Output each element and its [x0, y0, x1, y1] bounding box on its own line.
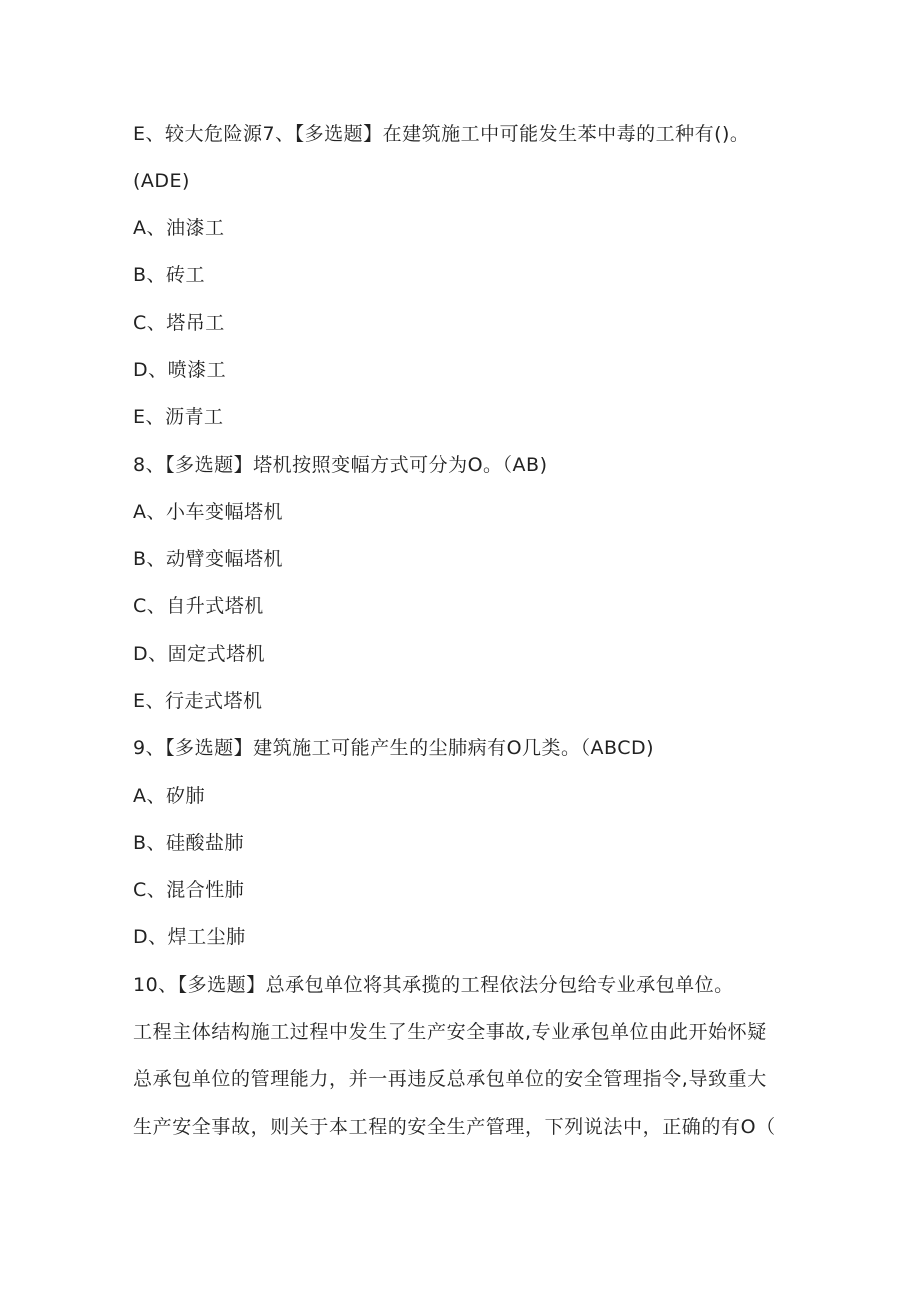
option-c: C、塔吊工	[133, 312, 225, 334]
option-b: B、砖工	[133, 264, 206, 286]
option-d: D、喷漆工	[133, 359, 227, 381]
question-10-body-line-1: 工程主体结构施工过程中发生了生产安全事故,专业承包单位由此开始怀疑	[133, 1021, 767, 1043]
option-c: C、混合性肺	[133, 879, 245, 901]
option-a: A、油漆工	[133, 217, 225, 239]
option-d: D、焊工尘肺	[133, 926, 246, 948]
question-7-answer: (ADE)	[133, 170, 190, 192]
question-10-text: 10、【多选题】总承包单位将其承揽的工程依法分包给专业承包单位。	[133, 974, 734, 996]
option-e: E、沥青工	[133, 406, 224, 428]
option-b: B、动臂变幅塔机	[133, 548, 284, 570]
question-10-body-line-2: 总承包单位的管理能力，并一再违反总承包单位的安全管理指令,导致重大	[133, 1068, 767, 1090]
option-d: D、固定式塔机	[133, 643, 266, 665]
question-7-text: E、较大危险源7、【多选题】在建筑施工中可能发生苯中毒的工种有()。	[133, 123, 750, 145]
option-b: B、硅酸盐肺	[133, 832, 245, 854]
question-9-text: 9、【多选题】建筑施工可能产生的尘肺病有O几类。（ABCD)	[133, 737, 655, 759]
option-a: A、矽肺	[133, 785, 205, 807]
option-c: C、自升式塔机	[133, 595, 264, 617]
question-8-text: 8、【多选题】塔机按照变幅方式可分为O。（AB)	[133, 454, 548, 476]
option-e: E、行走式塔机	[133, 690, 263, 712]
option-a: A、小车变幅塔机	[133, 501, 283, 523]
question-10-body-line-3: 生产安全事故，则关于本工程的安全生产管理，下列说法中，正确的有O（	[133, 1116, 776, 1138]
